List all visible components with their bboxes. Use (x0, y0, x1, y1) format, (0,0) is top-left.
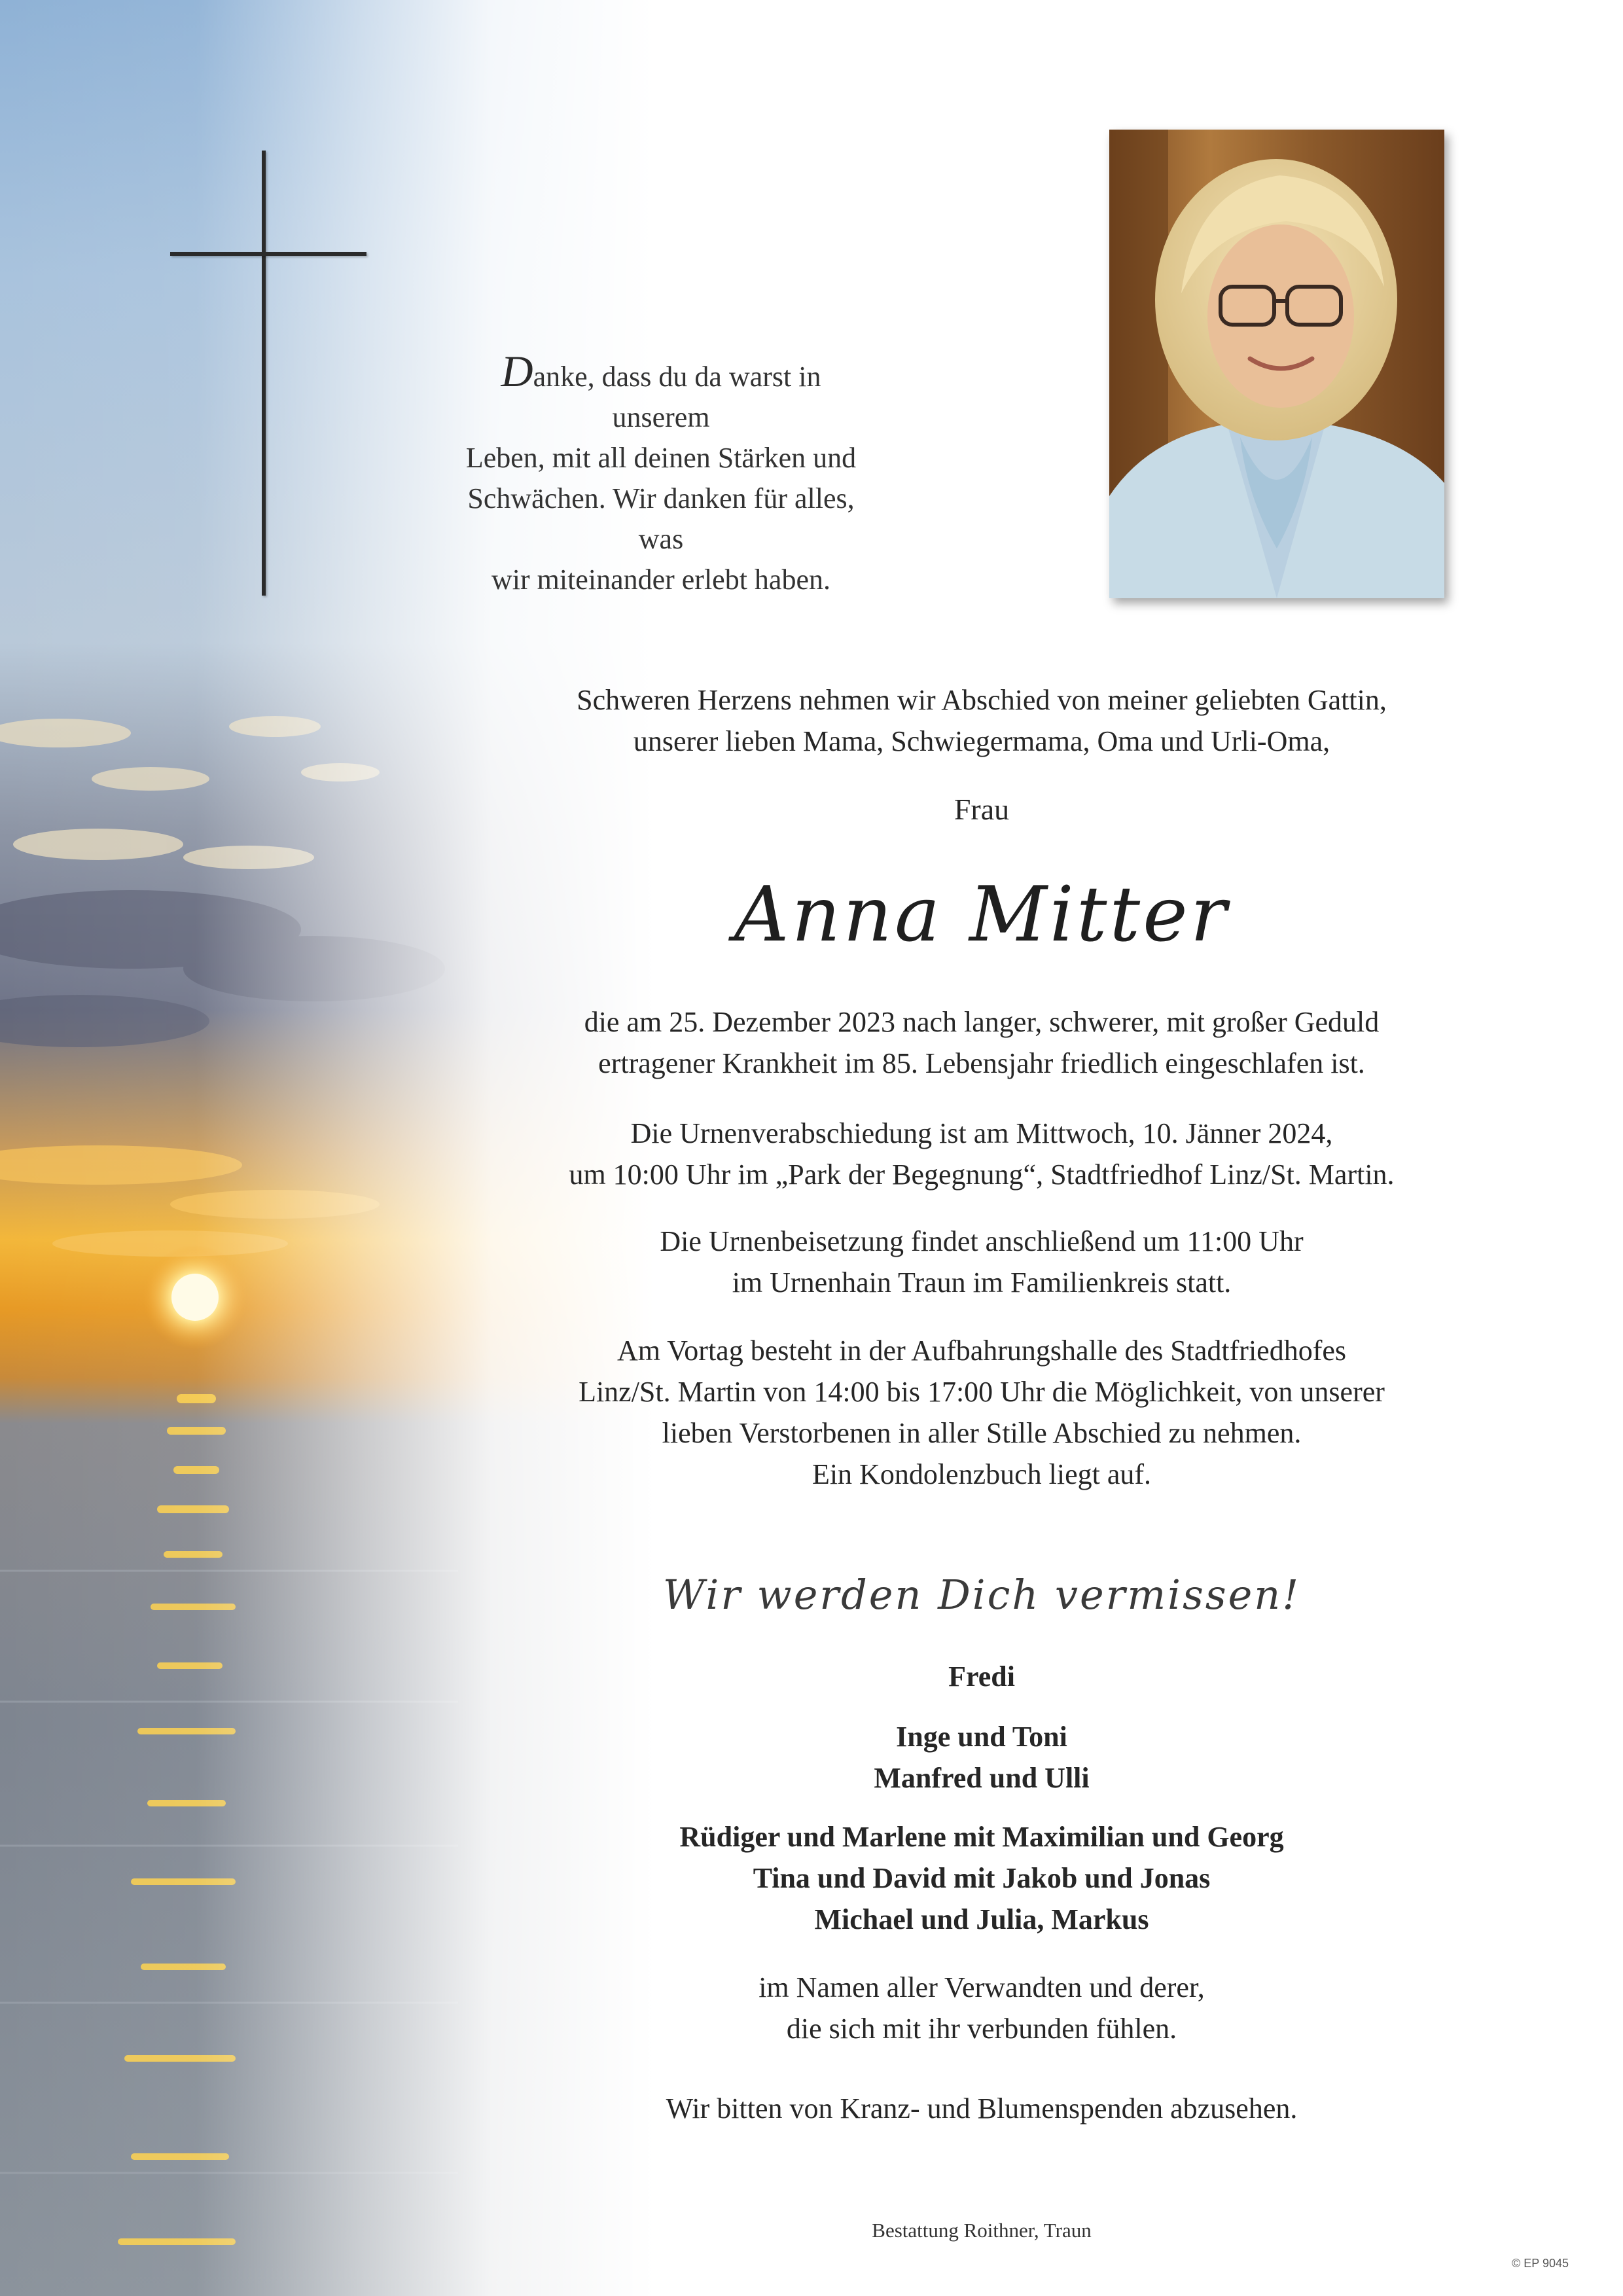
family-group-grandchildren (484, 1816, 1479, 1940)
intro-line: unserer lieben Mama, Schwiegermama, Oma und Urli-Oma, (633, 725, 1330, 757)
family-member: Michael und Julia, Markus (814, 1903, 1149, 1935)
cross-vertical-bar (262, 151, 266, 596)
urn-farewell (484, 1113, 1479, 1195)
closing-line: die sich mit ihr verbunden fühlen. (786, 2013, 1177, 2045)
salutation: Frau (954, 793, 1010, 826)
closing-text (484, 1967, 1479, 2049)
urn-farewell-line: um 10:00 Uhr im „Park der Begegnung“, Stadtfriedhof Linz/St. Martin. (569, 1158, 1395, 1191)
quote-line: Danke, dass du da warst in unserem (501, 346, 821, 433)
urn-burial-line: im Urnenhain Traun im Familienkreis statt. (732, 1266, 1232, 1299)
deceased-name: Anna Mitter (734, 870, 1230, 959)
family-member: Tina und David mit Jakob und Jonas (753, 1862, 1211, 1894)
miss-you-heading: Wir werden Dich vermissen! (662, 1571, 1301, 1619)
death-notice (484, 1001, 1479, 1084)
cross-icon (170, 151, 366, 596)
quote-line: Leben, mit all deinen Stärken und (465, 442, 857, 474)
viewing-info (484, 1330, 1479, 1495)
family-group-spouse (484, 1656, 1479, 1697)
family-group-children (484, 1716, 1479, 1799)
family-member: Fredi (948, 1660, 1015, 1693)
death-notice-line: ertragener Krankheit im 85. Lebensjahr friedlich eingeschlafen ist. (598, 1047, 1365, 1079)
quote-initial: D (501, 346, 533, 396)
wreath-note-line: Wir bitten von Kranz- und Blumenspenden abzusehen. (666, 2092, 1298, 2125)
urn-farewell-line: Die Urnenverabschiedung ist am Mittwoch, 10. Jänner 2024, (630, 1117, 1333, 1149)
urn-burial-line: Die Urnenbeisetzung findet anschließend um 11:00 Uhr (660, 1225, 1304, 1257)
wreath-note (484, 2088, 1479, 2129)
family-member: Inge und Toni (896, 1721, 1067, 1753)
memorial-quote (458, 346, 864, 600)
family-member: Rüdiger und Marlene mit Maximilian und Georg (679, 1821, 1284, 1853)
viewing-line: lieben Verstorbenen in aller Stille Abschied zu nehmen. (662, 1417, 1302, 1449)
intro-text (484, 679, 1479, 762)
intro-line: Schweren Herzens nehmen wir Abschied von meiner geliebten Gattin, (577, 684, 1387, 716)
closing-line: im Namen aller Verwandten und derer, (758, 1971, 1205, 2003)
urn-burial (484, 1221, 1479, 1303)
quote-line: wir miteinander erlebt haben. (491, 564, 830, 596)
undertaker-credit: Bestattung Roithner, Traun (872, 2219, 1092, 2242)
viewing-line: Ein Kondolenzbuch liegt auf. (812, 1458, 1152, 1490)
quote-line: Schwächen. Wir danken für alles, was (467, 482, 855, 555)
viewing-line: Linz/St. Martin von 14:00 bis 17:00 Uhr die Möglichkeit, von unserer (579, 1376, 1385, 1408)
family-member: Manfred und Ulli (874, 1762, 1090, 1794)
viewing-line: Am Vortag besteht in der Aufbahrungshalle des Stadtfriedhofes (616, 1335, 1347, 1367)
portrait-photo (1109, 130, 1444, 598)
form-code: © EP 9045 (1512, 2257, 1569, 2270)
death-notice-line: die am 25. Dezember 2023 nach langer, schwerer, mit großer Geduld (584, 1006, 1380, 1038)
cross-horizontal-bar (170, 252, 366, 256)
